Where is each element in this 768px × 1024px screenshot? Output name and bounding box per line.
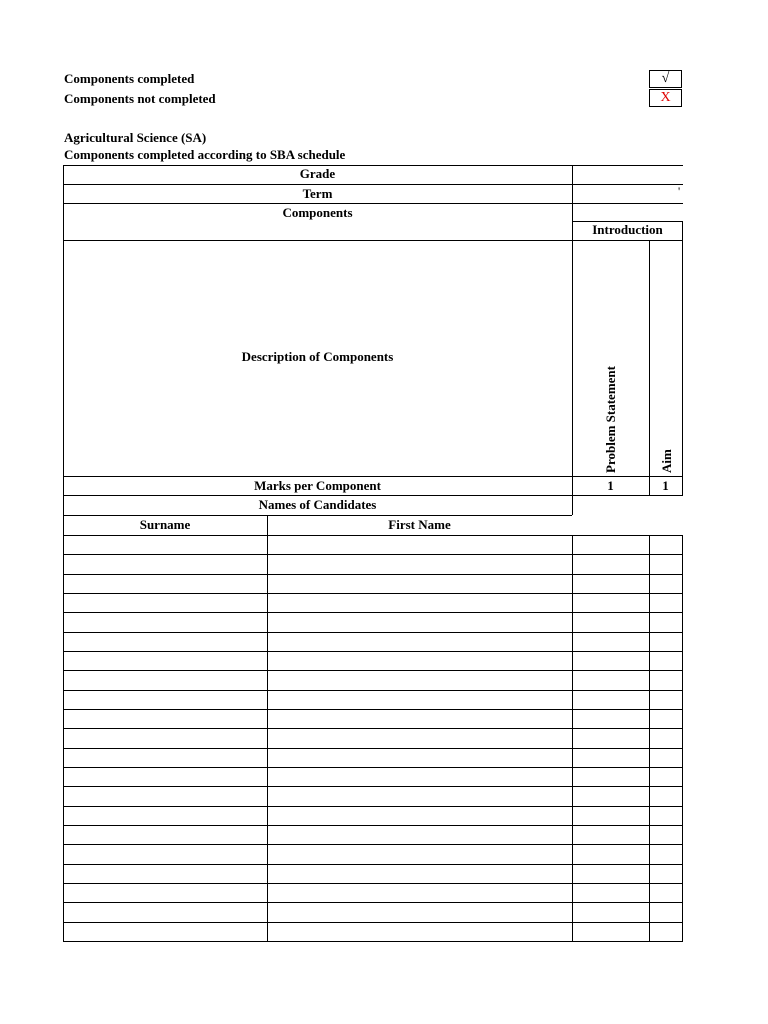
candidate-row-line — [63, 690, 683, 691]
introduction-header: Introduction — [592, 222, 663, 237]
candidate-row-line — [63, 728, 683, 729]
legend-not-completed-label: Components not completed — [64, 91, 216, 106]
candidate-row-line — [63, 593, 683, 594]
names-label: Names of Candidates — [258, 497, 377, 512]
aim-header: Aim — [659, 449, 674, 473]
candidate-row-line — [63, 786, 683, 787]
candidate-row-line — [63, 864, 683, 865]
description-label: Description of Components — [241, 349, 394, 364]
candidate-row-line — [63, 574, 683, 575]
candidate-row-line — [63, 612, 683, 613]
problem-statement-header: Problem Statement — [603, 366, 618, 473]
term-value-fragment: ' — [678, 184, 681, 198]
legend-completed-label: Components completed — [64, 71, 195, 86]
candidate-row-line — [63, 883, 683, 884]
components-label: Components — [282, 205, 353, 220]
schedule-subtitle: Components completed according to SBA schedule — [64, 147, 346, 162]
candidate-row-line — [63, 670, 683, 671]
candidate-row-line — [63, 825, 683, 826]
marks-label: Marks per Component — [254, 478, 381, 493]
completed-checkmark-icon: √ — [649, 70, 682, 88]
candidate-row-line — [63, 632, 683, 633]
candidate-row-line — [63, 767, 683, 768]
candidate-row-line — [63, 535, 683, 536]
not-completed-x-icon: X — [649, 89, 682, 107]
candidate-row-line — [63, 748, 683, 749]
candidate-row-line — [63, 554, 683, 555]
subject-title: Agricultural Science (SA) — [64, 130, 207, 145]
candidate-row-line — [63, 709, 683, 710]
surname-header: Surname — [139, 517, 191, 532]
candidate-row-line — [63, 844, 683, 845]
candidate-row-line — [63, 941, 683, 942]
candidate-row-line — [63, 806, 683, 807]
marks-problem-statement: 1 — [607, 478, 614, 493]
grade-label: Grade — [299, 166, 336, 181]
candidate-row-line — [63, 651, 683, 652]
term-label: Term — [302, 186, 333, 201]
candidate-row-line — [63, 902, 683, 903]
marks-aim: 1 — [662, 478, 669, 493]
first-name-header: First Name — [388, 517, 451, 532]
candidate-row-line — [63, 922, 683, 923]
